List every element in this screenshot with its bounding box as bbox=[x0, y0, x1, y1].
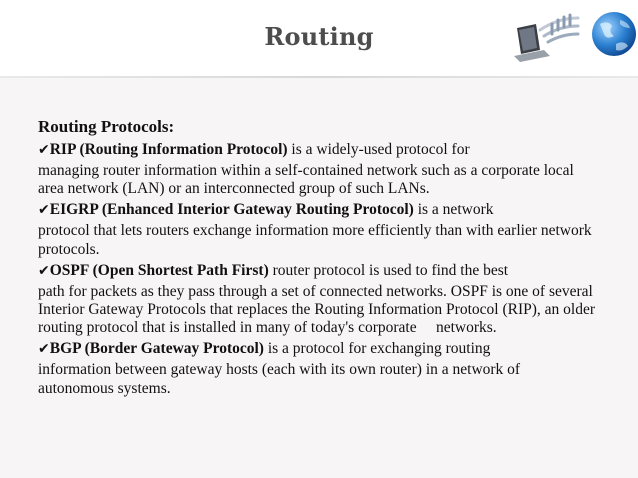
laptop-icon bbox=[514, 24, 550, 62]
slide-header bbox=[0, 0, 638, 76]
checkmark-icon: ✔ bbox=[38, 202, 50, 219]
content-area bbox=[0, 78, 638, 478]
item-text: is a network bbox=[413, 201, 494, 219]
item-text: router protocol is used to find the best bbox=[268, 261, 509, 279]
item-term: OSPF (Open Shortest Path First) bbox=[49, 261, 269, 279]
slide-title: Routing bbox=[264, 22, 374, 51]
list-item bbox=[38, 337, 598, 397]
list-item bbox=[38, 259, 598, 338]
item-text: is a widely-used protocol for bbox=[287, 141, 470, 158]
item-description: information between gateway hosts (each with its own router) in a network of autonomous systems. bbox=[38, 361, 521, 397]
item-term: BGP (Border Gateway Protocol) bbox=[49, 340, 264, 358]
item-description: managing router information within a self-contained network such as a corporate local area network (LAN) or an interconnected group of such LANs. bbox=[38, 162, 574, 198]
item-description: path for packets as they pass through a set of connected networks. OSPF is one of several Interior Gateway Protocols that replaces the Routing Information Protocol (RIP), an older routing protocol that is installed in many of today's corporate networks. bbox=[38, 282, 595, 337]
slide-body bbox=[38, 116, 598, 398]
checkmark-icon: ✔ bbox=[38, 341, 50, 358]
item-text: is a protocol for exchanging routing bbox=[263, 340, 491, 358]
list-item bbox=[38, 138, 598, 198]
checkmark-icon: ✔ bbox=[38, 262, 50, 279]
checkmark-icon: ✔ bbox=[38, 142, 50, 158]
globe-icon bbox=[592, 12, 636, 56]
list-item bbox=[38, 198, 598, 258]
item-term: EIGRP (Enhanced Interior Gateway Routing Protocol) bbox=[49, 201, 414, 219]
network-illustration bbox=[500, 0, 638, 78]
item-term: RIP (Routing Information Protocol) bbox=[49, 141, 288, 158]
section-heading: Routing Protocols: bbox=[38, 117, 175, 136]
item-description: protocol that lets routers exchange information more efficiently than with earlier network protocols. bbox=[38, 222, 592, 258]
wifi-signal-icon bbox=[540, 15, 578, 42]
